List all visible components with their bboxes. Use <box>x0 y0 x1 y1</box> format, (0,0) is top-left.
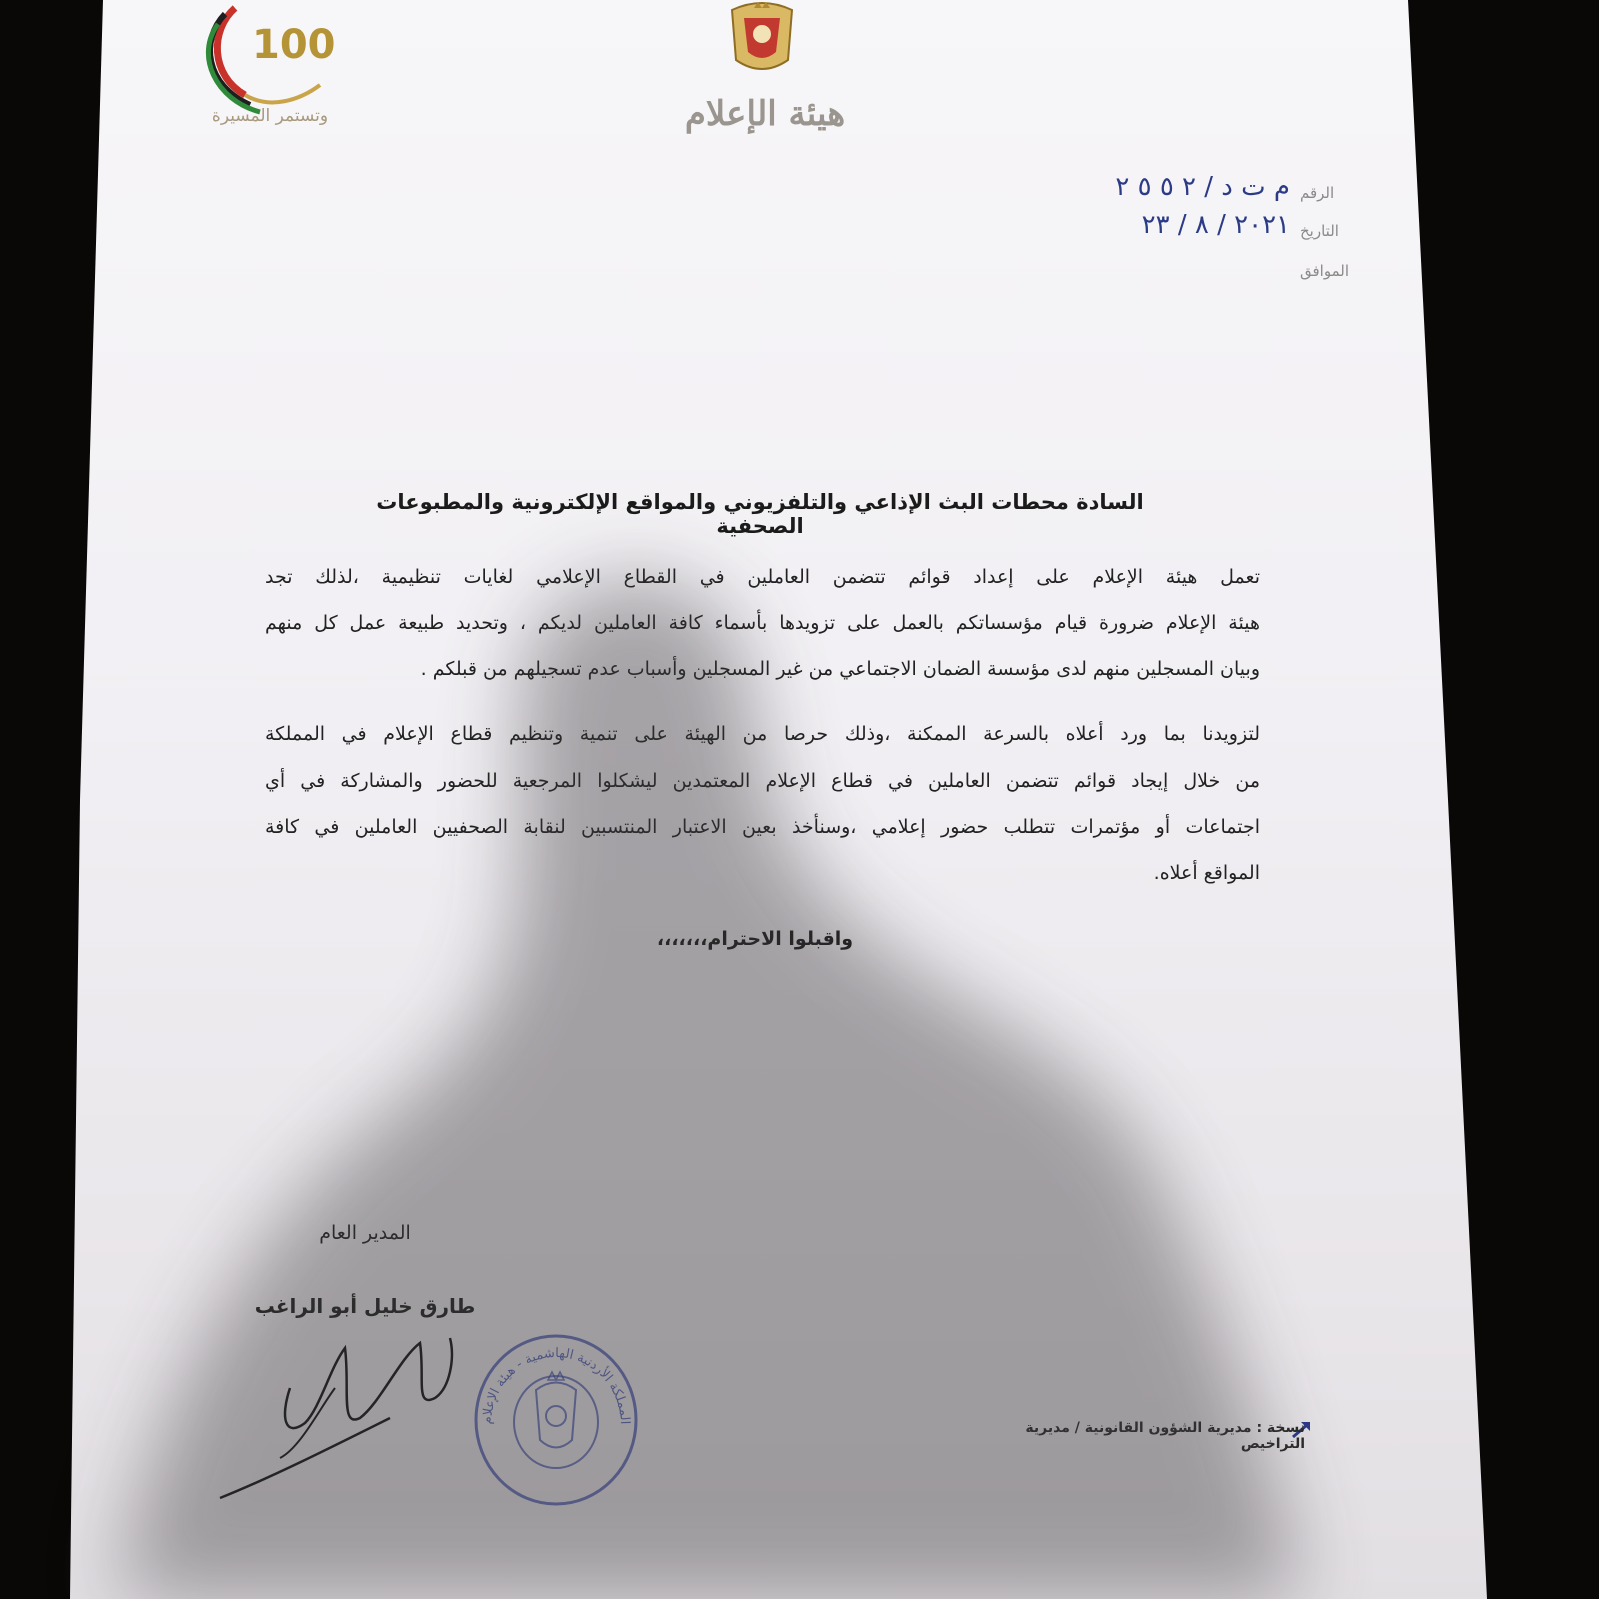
paragraph1-line: وبيان المسجلين منهم لدى مؤسسة الضمان الاجتماعي من غير المسجلين وأسباب عدم تسجيلهم من قبلكم . <box>420 658 1260 680</box>
signatory-name: طارق خليل أبو الراغب <box>254 1294 476 1318</box>
closing-line: واقبلوا الاحترام،،،،،،، <box>656 928 854 950</box>
centenary-number: 100 <box>252 22 336 68</box>
signatory-title: المدير العام <box>319 1222 411 1244</box>
paragraph1-line: هيئة الإعلام ضرورة قيام مؤسساتكم بالعمل على تزويدها بأسماء كافة العاملين لديكم ، وتحديد طبيعة عمل كل منهم <box>265 612 1260 634</box>
official-seal <box>466 1330 646 1510</box>
date-value: ٢٠٢١ / ٨ / ٢٣ <box>1141 210 1290 240</box>
date-label: التاريخ <box>1300 222 1339 240</box>
paragraph1-line: تعمل هيئة الإعلام على إعداد قوائم تتضمن العاملين في القطاع الإعلامي لغايات تنظيمية ،لذلك تجد <box>265 566 1260 588</box>
centenary-tagline: وتستمر المسيرة <box>211 106 329 126</box>
seal-text: المملكة الأردنية الهاشمية - هيئة الإعلام <box>479 1345 633 1425</box>
addressee-line: السادة محطات البث الإذاعي والتلفزيوني والمواقع الإلكترونية والمطبوعات الصحفية <box>376 490 1144 538</box>
number-label: الرقم <box>1300 184 1335 202</box>
authority-name: هيئة الإعلام <box>684 94 846 134</box>
crown-emblem-icon <box>722 0 802 78</box>
corresponding-label: الموافق <box>1300 262 1350 280</box>
paragraph2-line: المواقع أعلاه. <box>1153 862 1260 884</box>
number-value: م ت د / ٢ ٥ ٥ ٢ <box>1115 172 1290 202</box>
copy-distribution-note: نسخة : مديرية الشؤون القانونية / مديرية التراخيص <box>1025 1420 1305 1452</box>
handwritten-signature <box>210 1328 470 1508</box>
paragraph2-line: لتزويدنا بما ورد أعلاه بالسرعة الممكنة ،وذلك حرصا من الهيئة على تنمية وتنظيم قطاع الإعلام في المملكة <box>265 723 1260 745</box>
paragraph2-line: اجتماعات أو مؤتمرات تتطلب حضور إعلامي ،وسنأخذ بعين الاعتبار المنتسبين لنقابة الصحفيين العاملين في كافة <box>265 816 1260 838</box>
paragraph2-line: من خلال إيجاد قوائم تتضمن العاملين في قطاع الإعلام المعتمدين ليشكلوا المرجعية للحضور والمشاركة في أي <box>265 770 1260 792</box>
